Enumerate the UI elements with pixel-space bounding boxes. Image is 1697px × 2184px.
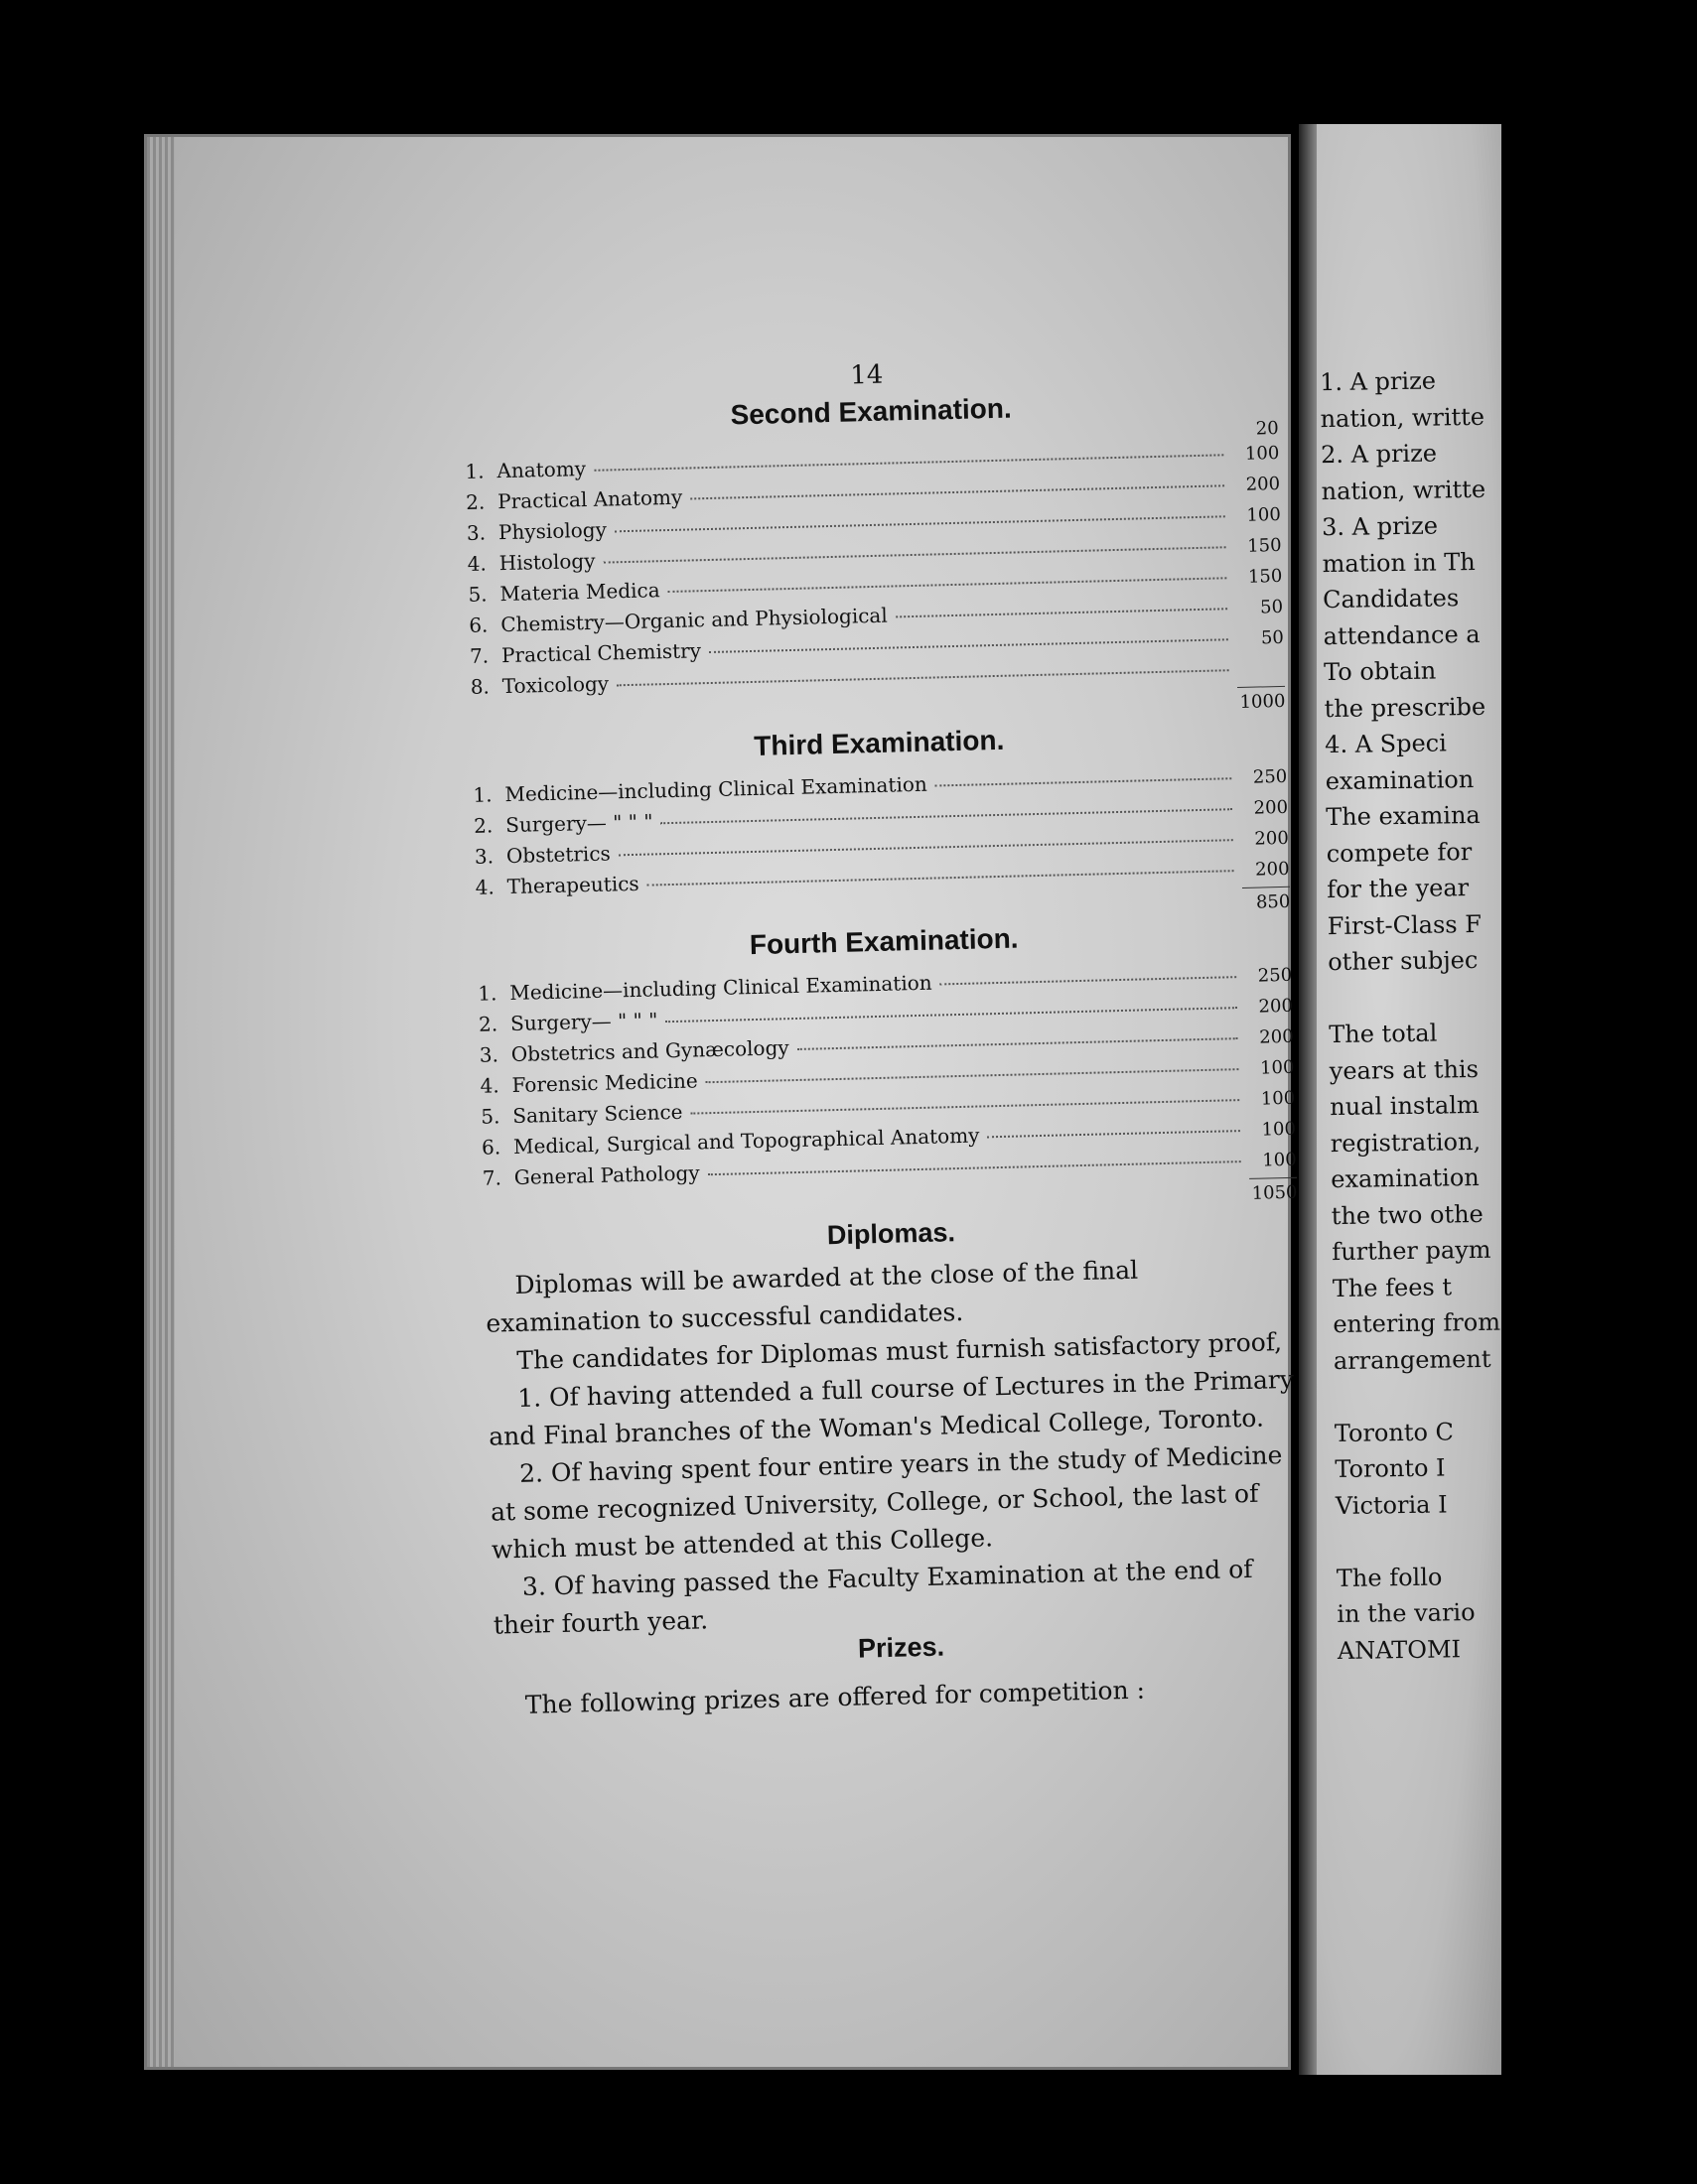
exam-item-subject: Toxicology xyxy=(501,671,610,699)
dot-leader xyxy=(603,546,1225,563)
exam-item-marks: 100 xyxy=(1262,1149,1297,1171)
dot-leader xyxy=(690,484,1224,499)
page-content xyxy=(463,350,1310,1725)
exam-item-number: 6. xyxy=(481,1135,501,1160)
exam-item-subject: Chemistry—Organic and Physiological xyxy=(499,603,888,637)
right-page-line: The total xyxy=(1329,1019,1438,1049)
right-page-line: nation, writte xyxy=(1321,475,1486,505)
exam-item-number: 1. xyxy=(465,459,485,483)
exam-item-marks: 100 xyxy=(1259,1056,1295,1079)
dot-leader xyxy=(709,638,1228,653)
dot-leader xyxy=(896,608,1227,617)
right-page-line: 2. A prize xyxy=(1320,439,1438,470)
exam-item-marks: 200 xyxy=(1253,796,1289,819)
right-page-line: in the vario xyxy=(1337,1598,1476,1629)
right-page-line: entering from xyxy=(1333,1307,1501,1339)
dot-leader xyxy=(797,1037,1238,1050)
exam-item-number: 3. xyxy=(479,1042,499,1067)
exam-item-subject: Sanitary Science xyxy=(512,1099,683,1128)
exam-item-marks xyxy=(1237,674,1285,675)
right-page-line: Toronto I xyxy=(1335,1453,1446,1484)
right-page-line: examination xyxy=(1331,1162,1480,1194)
fourth-exam-total: 1050 xyxy=(1251,1181,1298,1204)
dot-leader xyxy=(668,577,1227,593)
exam-item-number: 5. xyxy=(481,1104,500,1129)
diplomas-paragraph-2: The candidates for Diplomas must furnish satisfactory proof, xyxy=(516,1327,1283,1375)
dot-leader xyxy=(615,515,1225,532)
right-page-line: mation in Th xyxy=(1322,547,1476,578)
third-exam-heading: Third Examination. xyxy=(753,724,1005,761)
dot-leader xyxy=(665,1007,1237,1023)
dot-leader xyxy=(706,1068,1239,1083)
right-page-line: the two othe xyxy=(1331,1199,1484,1230)
right-page-line xyxy=(1329,976,1626,1017)
dot-leader xyxy=(690,1099,1239,1115)
right-page-line: The examina xyxy=(1326,800,1481,832)
right-page-line: 1. A prize xyxy=(1319,366,1437,397)
exam-item-number: 7. xyxy=(469,643,490,668)
page-number: 14 xyxy=(849,359,884,391)
exam-item-number: 8. xyxy=(470,674,491,699)
exam-item-number: 6. xyxy=(468,613,489,637)
dot-leader xyxy=(935,777,1232,786)
exam-item-subject: Therapeutics xyxy=(506,871,639,899)
right-page-line: registration, xyxy=(1330,1127,1482,1158)
right-page-line: 3. A prize xyxy=(1321,511,1439,542)
exam-item-subject: Medical, Surgical and Topographical Anatomy xyxy=(512,1123,980,1159)
exam-item-marks: 150 xyxy=(1247,565,1283,588)
prizes-paragraph-1: The following prizes are offered for competition : xyxy=(524,1675,1146,1719)
exam-item-number: 1. xyxy=(478,981,497,1006)
exam-item-marks: 50 xyxy=(1259,596,1284,618)
right-page-line: 4. A Speci xyxy=(1324,729,1447,759)
right-page-line: attendance a xyxy=(1323,619,1481,650)
exam-item-subject: Obstetrics and Gynæcology xyxy=(510,1035,789,1067)
right-page-line: The follo xyxy=(1336,1563,1443,1592)
page-edge-stack xyxy=(147,137,175,2067)
right-page-line xyxy=(1334,1375,1631,1416)
third-exam-total: 850 xyxy=(1255,890,1291,913)
exam-item-marks: 50 xyxy=(1260,626,1285,649)
exam-item-marks: 250 xyxy=(1252,765,1288,788)
right-page-line: years at this xyxy=(1329,1054,1480,1085)
exam-item-number: 4. xyxy=(467,551,488,576)
exam-item-marks: 100 xyxy=(1246,503,1282,526)
left-page xyxy=(144,134,1298,2070)
right-page-line: To obtain xyxy=(1323,656,1437,687)
fourth-exam-list xyxy=(478,962,1297,1197)
exam-item-marks: 200 xyxy=(1259,1025,1294,1048)
second-exam-heading: Second Examination. xyxy=(730,392,1013,431)
dot-leader xyxy=(708,1160,1241,1175)
second-exam-total: 1000 xyxy=(1239,690,1286,713)
exam-item-number: 3. xyxy=(474,844,495,869)
dot-leader xyxy=(617,669,1229,686)
right-page-line: nual instalm xyxy=(1330,1090,1480,1122)
dot-leader xyxy=(660,808,1232,824)
exam-item-subject: Medicine—including Clinical Examination xyxy=(504,771,928,807)
diplomas-paragraph-1: Diplomas will be awarded at the close of the final examination to successful candidates. xyxy=(486,1255,1139,1338)
diplomas-paragraph-4: 2. Of having spent four entire years in the study of Medicine at some recognized University, College, or School, the last of which must be attended at this College. xyxy=(490,1440,1283,1565)
right-page-line: nation, writte xyxy=(1320,402,1485,433)
dot-leader xyxy=(619,839,1233,856)
third-exam-list xyxy=(473,763,1290,906)
exam-item-subject: Surgery— " " " xyxy=(504,809,653,838)
right-page-line: First-Class F xyxy=(1327,909,1483,940)
exam-item-subject: Surgery— " " " xyxy=(509,1008,658,1036)
right-page-text xyxy=(1320,360,1635,1669)
right-page-line: compete for xyxy=(1326,837,1473,868)
exam-item-number: 2. xyxy=(465,489,486,514)
exam-item-subject: Anatomy xyxy=(496,457,587,483)
right-page xyxy=(1299,124,1501,2075)
diplomas-heading: Diplomas. xyxy=(826,1217,956,1251)
exam-item-subject: Materia Medica xyxy=(499,578,660,607)
prizes-heading: Prizes. xyxy=(857,1631,945,1664)
paper-sheet xyxy=(175,137,1298,2067)
exam-item-number: 3. xyxy=(466,520,487,545)
right-page-line: Victoria I xyxy=(1335,1489,1448,1520)
diplomas-paragraph-5: 3. Of having passed the Faculty Examination at the end of their fourth year. xyxy=(493,1554,1253,1640)
second-exam-top-value: 20 xyxy=(1255,417,1279,440)
book-gutter xyxy=(1299,124,1317,2075)
right-page-line: Toronto C xyxy=(1334,1417,1455,1447)
exam-item-subject: Physiology xyxy=(497,517,608,545)
exam-item-subject: Medicine—including Clinical Examination xyxy=(509,970,932,1006)
exam-item-subject: Histology xyxy=(498,548,596,576)
dot-leader xyxy=(594,454,1223,471)
exam-item-subject: Practical Chemistry xyxy=(500,638,702,668)
right-page-line: the prescribe xyxy=(1324,692,1486,723)
exam-item-number: 1. xyxy=(473,782,493,807)
right-page-line: Candidates xyxy=(1322,584,1460,614)
fourth-exam-heading: Fourth Examination. xyxy=(749,922,1019,961)
diplomas-paragraph-3: 1. Of having attended a full course of Lectures in the Primary and Final branches of the Woman's Medical College, Toronto. xyxy=(488,1364,1295,1451)
right-page-line: The fees t xyxy=(1332,1272,1453,1302)
exam-item-marks: 200 xyxy=(1258,995,1294,1018)
exam-item-marks: 200 xyxy=(1245,473,1281,495)
exam-item-subject: Forensic Medicine xyxy=(511,1068,698,1097)
second-exam-list xyxy=(465,440,1285,706)
dot-leader xyxy=(647,870,1234,886)
right-page-line: for the year xyxy=(1327,874,1470,904)
right-page-line xyxy=(1336,1520,1633,1561)
exam-item-number: 5. xyxy=(468,582,488,607)
exam-item-number: 4. xyxy=(475,875,495,899)
exam-item-marks: 200 xyxy=(1254,858,1290,881)
dot-leader xyxy=(987,1130,1240,1138)
exam-item-subject: Practical Anatomy xyxy=(496,484,683,514)
exam-item-marks: 100 xyxy=(1261,1118,1297,1141)
exam-item-marks: 200 xyxy=(1254,827,1290,850)
exam-item-number: 2. xyxy=(473,813,494,838)
exam-item-subject: General Pathology xyxy=(513,1160,700,1189)
exam-item-marks: 100 xyxy=(1244,442,1280,465)
right-page-line: ANATOMI xyxy=(1337,1634,1462,1665)
exam-item-number: 2. xyxy=(478,1012,498,1036)
exam-item-subject: Obstetrics xyxy=(505,841,612,869)
exam-item-number: 7. xyxy=(482,1165,502,1190)
exam-item-marks: 150 xyxy=(1246,534,1282,557)
exam-item-marks: 100 xyxy=(1260,1087,1296,1110)
right-page-line: examination xyxy=(1325,764,1475,795)
right-page-line: arrangement xyxy=(1333,1344,1491,1375)
dot-leader xyxy=(940,976,1237,985)
right-page-line: further paym xyxy=(1332,1235,1491,1267)
right-page-line: other subjec xyxy=(1328,945,1479,977)
exam-item-number: 4. xyxy=(480,1073,499,1098)
exam-item-marks: 250 xyxy=(1257,964,1293,987)
